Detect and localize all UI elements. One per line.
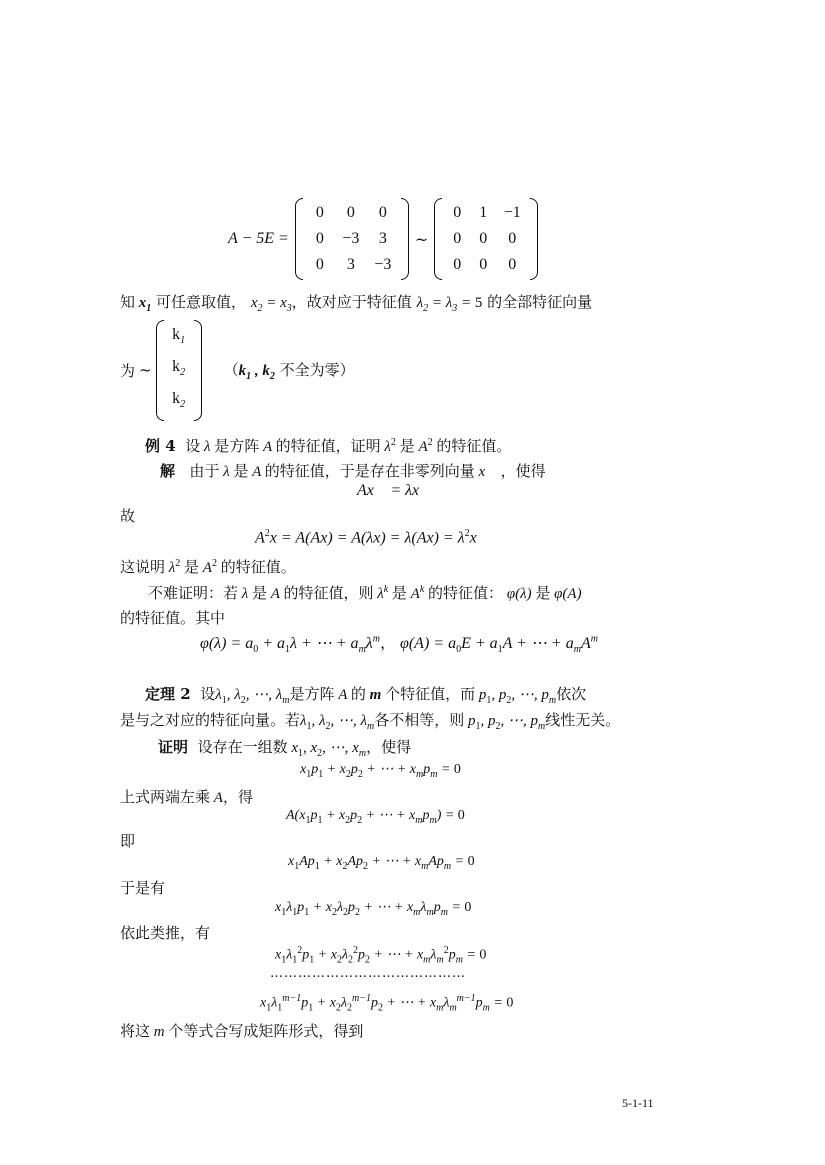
matrix-cell: 1 — [479, 204, 488, 221]
page-number: 5-1-11 — [622, 1096, 654, 1110]
matrix-cell: −3 — [342, 230, 360, 247]
example-4: 例 4 设 λ 是方阵 A 的特征值，证明 $\lambda^2$ 是 $A^2$ 的特征值。 — [145, 437, 512, 455]
matrix-cell: 0 — [508, 230, 517, 247]
text-line: 是与之对应的特征向量。若$\lambda_1$, $\lambda_2$, ⋯, $\lambda_m$各不相等，则 $p_1$, $p_2$, ⋯, $p_m$线性无关。 — [120, 711, 621, 732]
matrix-a-minus-5e — [295, 198, 409, 280]
text-line: 的特征值。其中 — [120, 609, 226, 627]
matrix-cell: 3 — [378, 230, 387, 247]
matrix-reduced — [434, 198, 538, 280]
equation: $A(x_1p_1 + x_2p_2$ + ⋯ + $x_mp_m) = 0$ — [286, 808, 465, 826]
proof-line: 证明 设存在一组数 $x_1$, $x_2$, ⋯, $x_m$，使得 — [158, 738, 412, 759]
text-ji: 即 — [120, 832, 136, 850]
eigenvector: $k_1$ $k_2$ $k_2$ — [156, 320, 202, 421]
matrix-cell: 0 — [453, 256, 462, 273]
matrix-cell: 0 — [378, 204, 387, 221]
matrix-cell: −1 — [503, 204, 521, 221]
theorem-2: 定理 2 设$\lambda_1$, $\lambda_2$, ⋯, $\lambda_m$是方阵 A 的 m 个特征值，而 $p_1$, $p_2$, ⋯, $p_m$依次 — [145, 685, 587, 706]
matrix-cell: 0 — [346, 204, 355, 221]
text-line: 将这 m 个等式合写成矩阵形式，得到 — [120, 1022, 364, 1040]
text-line: 知 $x_1$ 可任意取值， $x_2 = x_3$，故对应于特征值 $\lambda_2 = \lambda_3 = 5$ 的全部特征向量 — [120, 293, 593, 314]
text-line: 上式两端左乘 A，得 — [120, 788, 253, 806]
equation: $x_1\lambda_1p_1 + x_2\lambda_2p_2$ + ⋯ + $x_m\lambda_mp_m = 0$ — [275, 900, 472, 918]
solution-line: 解 由于 λ 是 A 的特征值，于是存在非零列向量 x⃗ ，使得 — [160, 462, 546, 480]
equation: $x_1\lambda_1^2p_1 + x_2\lambda_2^2p_2$ + ⋯ + $x_m\lambda_m^2p_m = 0$ — [275, 945, 487, 966]
matrix-cell: 0 — [315, 230, 324, 247]
text-yushi: 于是有 — [120, 879, 166, 897]
theorem-label: 定理 2 — [145, 685, 191, 703]
matrix-cell: 0 — [479, 256, 488, 273]
matrix-cell: 0 — [453, 204, 462, 221]
equation: $x_1\lambda_1^{m-1}p_1 + x_2\lambda_2^{m-1}p_2$ + ⋯ + $x_m\lambda_m^{m-1}p_m = 0$ — [260, 993, 514, 1014]
matrix-cell: 0 — [315, 256, 324, 273]
matrix-cell: −3 — [374, 256, 392, 273]
equation: $A^2x = A(Ax) = A(\lambda x) = \lambda(Ax) = \lambda^2x$ — [255, 528, 477, 547]
equation: $\varphi(\lambda) = a_0 + a_1\lambda$ + ⋯ + $a_m\lambda^m$， $\varphi(A) = a_0E + a_1A$ + ⋯ + $a_mA^m$ — [200, 633, 598, 656]
equation: Ax⃗ = λx⃗ — [357, 482, 432, 499]
eigenvector-line: 为 ~ $k_1$ $k_2$ $k_2$ （$k_1$ , $k_2$ 不全为零） — [120, 320, 355, 421]
matrix-cell: 0 — [508, 256, 517, 273]
matrix-cell: 0 — [453, 230, 462, 247]
matrix-cell: 0 — [479, 230, 488, 247]
text-line: 这说明 $\lambda^2$ 是 $A^2$ 的特征值。 — [120, 558, 296, 576]
ellipsis-row: …………………………………… — [270, 966, 466, 981]
text-gu: 故 — [120, 507, 136, 525]
tilde: ~ — [414, 229, 429, 249]
proof-label: 证明 — [158, 738, 189, 756]
example-label: 例 4 — [145, 437, 176, 455]
matrix-lhs: A − 5E = — [228, 230, 289, 247]
matrix-cell: 3 — [346, 256, 355, 273]
text-line: 不难证明：若 λ 是 A 的特征值，则 $\lambda^k$ 是 $A^k$ 的特征值： φ(λ) 是 φ(A) — [148, 584, 582, 602]
matrix-cell: 0 — [315, 204, 324, 221]
equation: $x_1Ap_1 + x_2Ap_2$ + ⋯ + $x_mAp_m = 0$ — [288, 854, 475, 872]
matrix-equation — [228, 198, 538, 280]
equation: $x_1p_1 + x_2p_2$ + ⋯ + $x_mp_m = 0$ — [300, 762, 461, 780]
solution-label: 解 — [160, 462, 176, 480]
text-yici: 依此类推，有 — [120, 924, 211, 942]
